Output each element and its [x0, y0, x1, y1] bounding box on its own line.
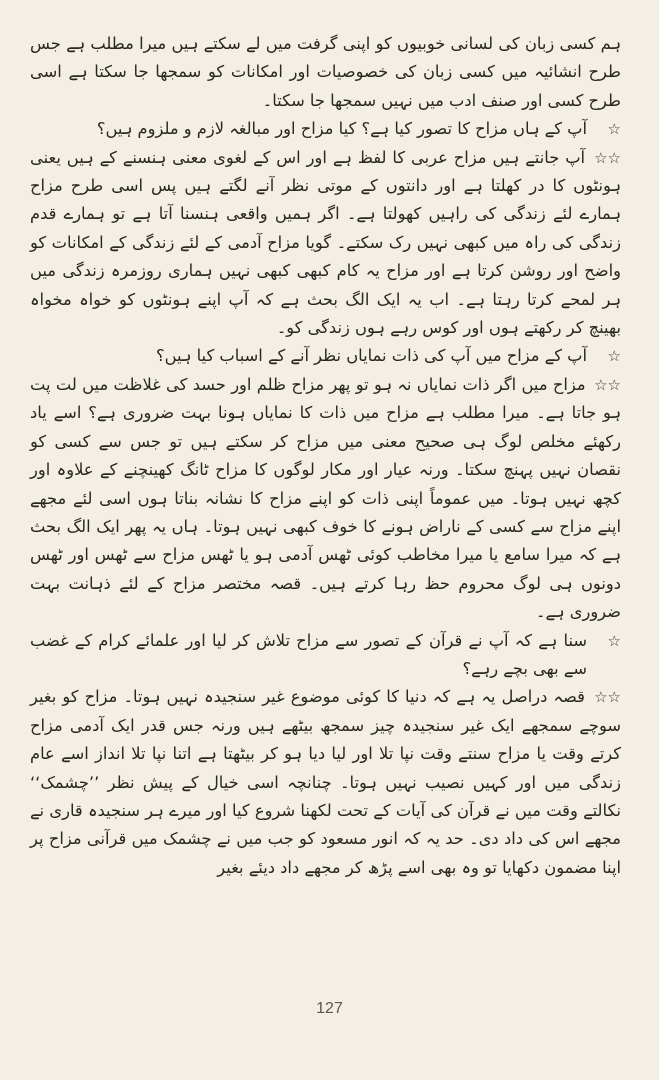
page-number: 127 [316, 1000, 343, 1017]
question-text: آپ کے مزاح میں آپ کی ذات نمایاں نظر آنے کے اسباب کیا ہیں؟ [155, 346, 587, 366]
question-text: سنا ہے کہ آپ نے قرآن کے تصور سے مزاح تلاش کر لیا اور علمائے کرام کے غضب سے بھی بچے رہے؟ [30, 630, 587, 678]
star-icon: ☆ [607, 347, 621, 366]
answer-text: قصہ دراصل یہ ہے کہ دنیا کا کوئی موضوع غیر سنجیدہ نہیں ہوتا۔ مزاح کو بغیر سوچے سمجھے ایک غیر سنجیدہ چیز سمجھ بیٹھے ہیں ورنہ جس قدر ایک آدمی مزاح کرتے وقت یا مزاح سنتے وقت نپا تلا اور لیا دیا ہو کر بیٹھتا ہے اتنا نپا تلا انداز اسے عام زندگی میں اور کہیں نصیب نہیں ہوتا۔ چنانچہ اسی خیال کے پیش نظر ’’چشمک‘‘ نکالتے وقت میں نے قرآن کی آیات کے تحت لکھنا شروع کیا اور میرے ہر سنجیدہ قاری نے مجھے اس کی داد دی۔ حد یہ کہ انور مسعود کو جب میں نے چشمک میں قرآنی مزاح پر اپنا مضمون دکھایا تو وہ بھی اسے پڑھ کر مجھے داد دیئے بغیر [30, 687, 621, 877]
paragraph-text: ہم کسی زبان کی لسانی خوبیوں کو اپنی گرفت میں لے سکتے ہیں میرا مطلب ہے جس طرح انشائیہ میں کسی زبان کی خصوصیات اور امکانات کو سمجھا جا سکتا ہے اسی طرح کسی اور صنف ادب میں نہیں سمجھا جا سکتا۔ [30, 34, 621, 110]
double-star-icon: ☆☆ [594, 375, 621, 394]
question-text: آپ کے ہاں مزاح کا تصور کیا ہے؟ کیا مزاح اور مبالغہ لازم و ملزوم ہیں؟ [96, 119, 587, 139]
double-star-icon: ☆☆ [594, 148, 621, 167]
question-3 [30, 627, 621, 684]
answer-1 [30, 144, 621, 343]
question-1 [30, 115, 621, 143]
star-icon: ☆ [607, 631, 621, 650]
page-text [30, 30, 621, 882]
double-star-icon: ☆☆ [594, 688, 621, 707]
answer-text: آپ جانتے ہیں مزاح عربی کا لفظ ہے اور اس کے لغوی معنی ہنسنے کے ہیں یعنی ہونٹوں کا در کھلتا ہے اور دانتوں کے موتی نظر آنے لگتے ہیں پس اسی طرح مزاح ہمارے لئے زندگی کی راہیں کھولتا ہے۔ اگر ہمیں واقعی ہنسنا آتا ہے تو ہمارے قدم زندگی کی راہ میں کبھی نہیں رک سکتے۔ گویا مزاح آدمی کے لئے زندگی کے امکانات کو واضح اور روشن کرتا ہے اور مزاح یہ کام کبھی کبھی نہیں ہماری روزمرہ زندگی میں ہر لمحے کرتا رہتا ہے۔ اب یہ ایک الگ بحث ہے کہ آپ اپنے ہونٹوں کو خواہ مخواہ بھینچ کر رکھتے ہوں اور کوس رہے ہوں زندگی کو۔ [30, 147, 621, 338]
intro-paragraph [30, 30, 621, 115]
question-2 [30, 342, 621, 370]
answer-2 [30, 371, 621, 627]
answer-text: مزاح میں اگر ذات نمایاں نہ ہو تو پھر مزاح ظلم اور حسد کی غلاظت میں لت پت ہو جاتا ہے۔ میرا مطلب ہے مزاح میں ذات کا نمایاں ہونا بہت ضروری ہے؟ اسے یاد رکھئے مخلص لوگ ہی صحیح معنی میں مزاح کر سکتے ہیں تو جس سے کسی کو نقصان نہیں پہنچ سکتا۔ ورنہ عیار اور مکار لوگوں کا مزاح ٹانگ کھینچنے کے علاوہ اور کچھ نہیں ہوتا۔ میں عموماً اپنی ذات کو اپنے مزاح کا نشانہ بناتا ہوں اسی لئے مجھے اپنے مزاح سے کسی کے ناراض ہونے کا خوف کبھی نہیں ہوتا۔ ہاں یہ پھر ایک الگ بحث ہے کہ میرا سامع یا میرا مخاطب کوئی ٹھس آدمی ہو یا ٹھس مزاح سے ٹھس اور ٹھس دونوں ہی لوگ محروم حظ رہا کرتے ہیں۔ قصہ مختصر مزاح کے لئے ذہانت بہت ضروری ہے۔ [30, 374, 621, 622]
star-icon: ☆ [607, 120, 621, 139]
answer-3 [30, 683, 621, 882]
